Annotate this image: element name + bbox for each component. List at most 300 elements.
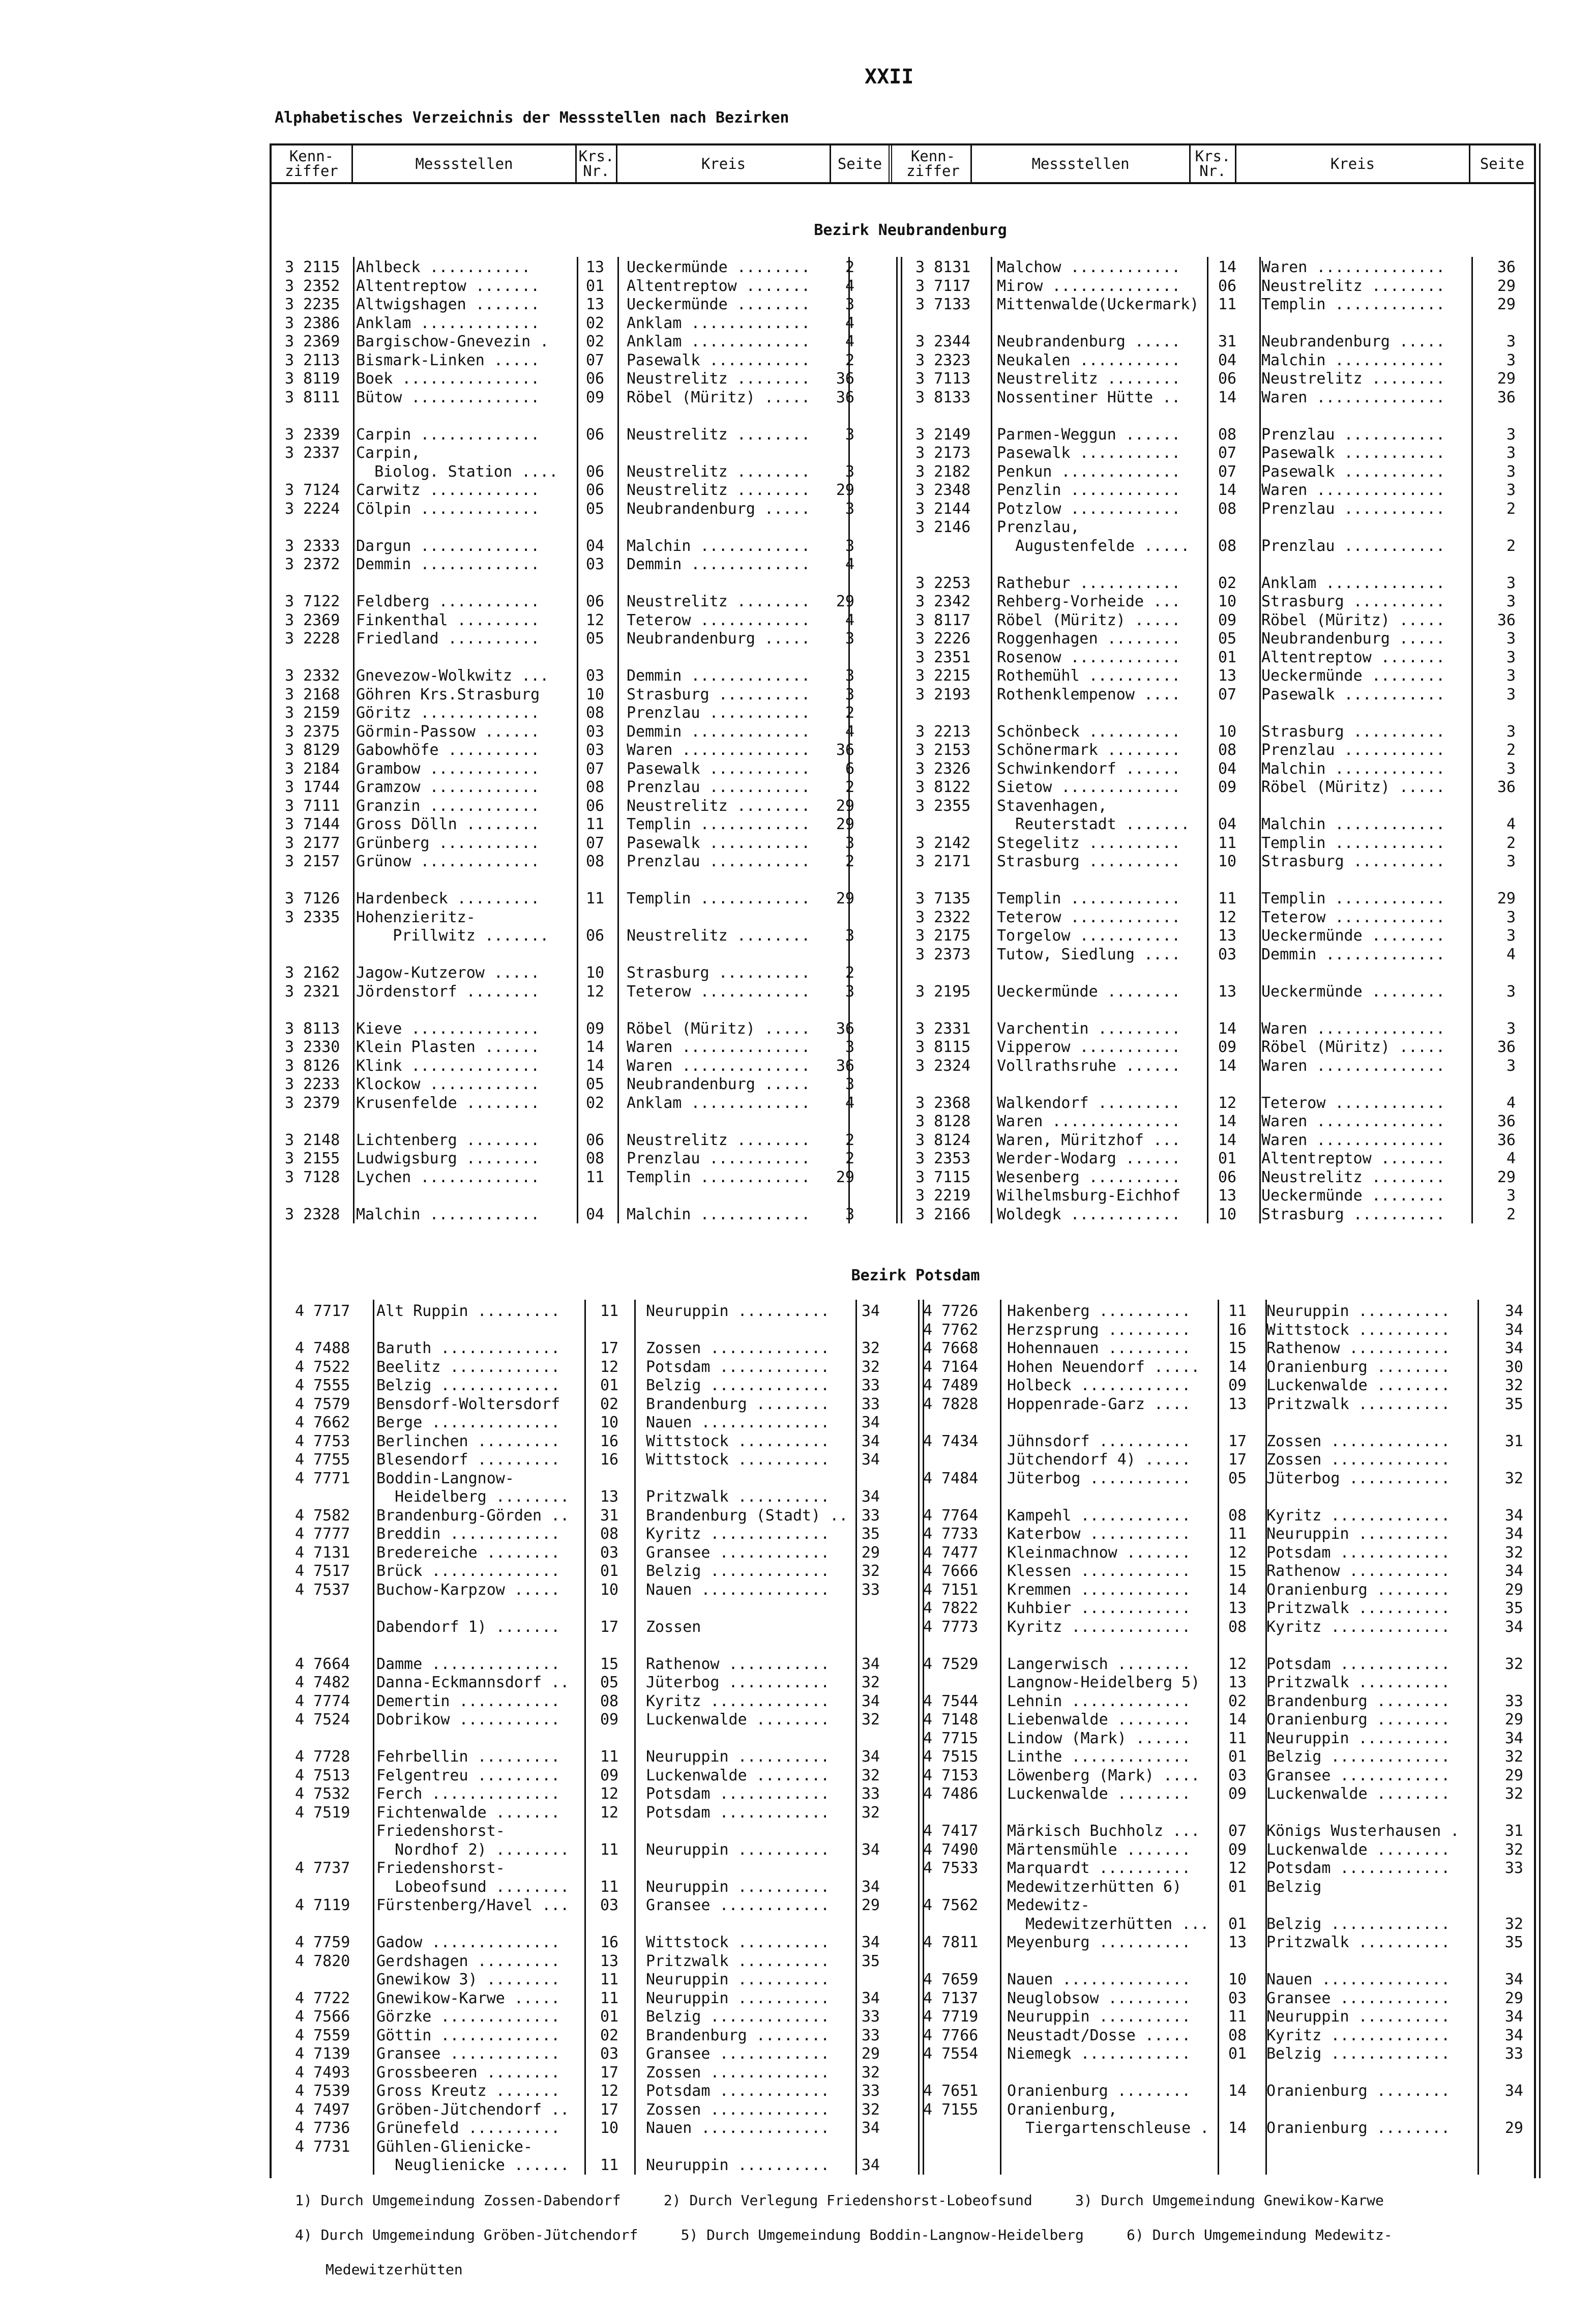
table-cell-kennziffer: 4 7651	[923, 2082, 979, 2100]
table-cell-krs: 06	[1218, 1168, 1237, 1186]
table-cell-messstelle: Bütow ..............	[356, 388, 540, 406]
table-cell-messstelle: Granzin ............	[356, 797, 540, 815]
table-row	[915, 296, 1526, 314]
table-cell-messstelle: Friedenshorst-	[376, 1859, 505, 1877]
table-cell-kennziffer: 3 2219	[915, 1187, 971, 1205]
table-row	[295, 1711, 905, 1730]
table-cell-messstelle: Hakenberg ..........	[1007, 1302, 1191, 1320]
table-row	[923, 1636, 1533, 1655]
table-row	[923, 1971, 1533, 1989]
table-row	[915, 890, 1526, 909]
table-cell-kreis: Anklam .............	[627, 1094, 811, 1112]
table-cell-kreis: Neuruppin ..........	[646, 1302, 830, 1320]
table-cell-seite: 32	[861, 1711, 880, 1729]
table-row	[923, 2101, 1533, 2120]
table-cell-krs: 03	[600, 1543, 619, 1562]
table-cell-kreis: Templin ............	[627, 1168, 811, 1186]
table-row	[285, 333, 895, 352]
table-row	[923, 1581, 1533, 1600]
table-cell-messstelle: Neubrandenburg .....	[997, 333, 1181, 350]
table-cell-seite: 34	[1504, 2082, 1523, 2100]
table-cell-kreis: Oranienburg ........	[1266, 2082, 1451, 2100]
table-cell-kennziffer: 3 2162	[285, 964, 340, 982]
table-cell-krs: 05	[586, 630, 605, 648]
table-row	[923, 1952, 1533, 1971]
table-cell-kennziffer: 4 7513	[295, 1766, 350, 1784]
table-row	[285, 314, 895, 333]
table-cell-kennziffer: 4 7579	[295, 1395, 350, 1413]
table-cell-krs: 03	[1228, 1766, 1247, 1784]
table-row	[295, 2082, 905, 2101]
table-cell-krs: 11	[586, 815, 605, 833]
table-cell-seite: 34	[1504, 1618, 1523, 1636]
table-cell-seite: 36	[1497, 1112, 1516, 1130]
table-cell-kreis: Belzig .............	[646, 1377, 830, 1394]
table-cell-kennziffer: 3 2379	[285, 1094, 340, 1112]
table-cell-kennziffer: 4 7137	[923, 1989, 979, 2007]
table-cell-kreis: Röbel (Müritz) .....	[627, 1019, 811, 1038]
table-cell-messstelle: Göttin .............	[376, 2026, 560, 2044]
table-row	[295, 1358, 905, 1377]
table-cell-messstelle: Gramzow ............	[356, 778, 540, 796]
table-cell-messstelle: Göritz .............	[356, 704, 540, 722]
table-cell-seite: 3	[845, 685, 854, 704]
table-cell-seite: 34	[861, 2119, 880, 2137]
table-cell-messstelle: Rothemühl ..........	[997, 667, 1181, 685]
table-cell-kennziffer: 4 7164	[923, 1358, 979, 1376]
table-cell-kreis: Neustrelitz ........	[627, 1131, 811, 1149]
table-cell-kreis: Prenzlau ...........	[1261, 537, 1445, 555]
table-cell-kreis: Waren ..............	[1261, 388, 1445, 406]
table-cell-messstelle: Katerbow ...........	[1007, 1525, 1191, 1543]
table-row	[285, 426, 895, 445]
table-cell-krs: 06	[1218, 370, 1237, 388]
table-cell-kreis: Teterow ............	[627, 611, 811, 629]
table-cell-kreis: Strasburg ..........	[1261, 593, 1445, 610]
table-row	[295, 1321, 905, 1340]
table-cell-messstelle: Gröben-Jütchendorf ..	[376, 2100, 570, 2119]
table-row	[285, 871, 895, 890]
table-cell-messstelle: Lindow (Mark) ......	[1007, 1729, 1191, 1747]
table-cell-kennziffer: 3 2215	[915, 667, 971, 685]
table-row	[915, 630, 1526, 649]
table-cell-krs: 03	[586, 667, 605, 685]
header-kreis: Kreis	[617, 145, 831, 182]
table-cell-seite: 29	[1504, 1766, 1523, 1784]
table-cell-messstelle: Gerdshagen .........	[376, 1952, 560, 1970]
table-cell-messstelle: Marquardt ..........	[1007, 1859, 1191, 1877]
table-cell-seite: 36	[1497, 1038, 1516, 1056]
table-cell-kreis: Belzig	[1266, 1878, 1322, 1896]
table-cell-kreis: Jüterbog ...........	[1266, 1469, 1451, 1487]
table-cell-seite: 33	[1504, 2045, 1523, 2063]
table-cell-seite: 4	[1506, 1094, 1516, 1112]
table-cell-kennziffer: 4 7559	[295, 2026, 350, 2044]
table-cell-kreis: Jüterbog ...........	[646, 1674, 830, 1691]
table-row	[915, 611, 1526, 630]
table-row	[923, 1507, 1533, 1526]
table-cell-kennziffer: 4 7717	[295, 1302, 350, 1320]
table-cell-seite: 34	[861, 1840, 880, 1859]
table-cell-messstelle: Linthe .............	[1007, 1748, 1191, 1766]
table-cell-messstelle: Belzig .............	[376, 1377, 560, 1394]
table-cell-kreis: Neuruppin ..........	[646, 1748, 830, 1766]
table-cell-seite: 34	[861, 1655, 880, 1673]
table-cell-kreis: Waren ..............	[1261, 481, 1445, 499]
table-cell-seite: 3	[1506, 759, 1516, 778]
table-cell-krs: 16	[600, 1934, 619, 1951]
table-cell-krs: 06	[586, 927, 605, 945]
table-row	[285, 1168, 895, 1187]
table-cell-messstelle: Oranienburg ........	[1007, 2082, 1191, 2100]
table-row	[295, 1432, 905, 1451]
footnotes	[295, 2175, 1393, 2296]
footnote-line: 4) Durch Umgemeindung Gröben-Jütchendorf 5) Durch Umgemeindung Boddin-Langnow-Heidelberg 6) Durch Umgemeindung Medewitz-	[295, 2227, 1393, 2243]
table-row	[295, 2138, 905, 2157]
table-cell-kreis: Neubrandenburg .....	[627, 630, 811, 648]
table-cell-kennziffer: 4 7820	[295, 1952, 350, 1970]
table-cell-seite: 2	[845, 778, 854, 796]
table-cell-kennziffer: 3 2326	[915, 759, 971, 778]
table-row	[295, 1470, 905, 1488]
table-row	[915, 964, 1526, 983]
table-row	[295, 1302, 905, 1321]
table-cell-kreis: Strasburg ..........	[1261, 1205, 1445, 1223]
table-cell-seite: 31	[1504, 1822, 1523, 1840]
table-cell-seite: 33	[861, 2082, 880, 2100]
table-cell-kennziffer: 4 7544	[923, 1692, 979, 1710]
table-cell-krs: 01	[600, 2008, 619, 2026]
table-cell-kreis: Prenzlau ...........	[1261, 500, 1445, 518]
table-row	[285, 1187, 895, 1206]
table-cell-kennziffer: 3 8126	[285, 1057, 340, 1075]
table-cell-krs: 13	[1218, 982, 1237, 1001]
table-cell-seite: 3	[845, 982, 854, 1001]
table-cell-kennziffer: 4 7482	[295, 1674, 350, 1691]
table-cell-messstelle: Dobrikow ...........	[376, 1711, 560, 1729]
table-cell-kreis: Malchin ............	[627, 1205, 811, 1223]
document-title: Alphabetisches Verzeichnis der Messstellen nach Bezirken	[275, 109, 789, 127]
table-cell-kennziffer: 4 7737	[295, 1859, 350, 1877]
table-cell-messstelle: Heidelberg ........	[376, 1488, 570, 1506]
table-cell-messstelle: Mittenwalde(Uckermark)	[997, 296, 1199, 313]
table-cell-messstelle: Meyenburg ..........	[1007, 1934, 1191, 1951]
table-cell-kreis: Brandenburg ........	[646, 1395, 830, 1413]
table-cell-krs: 05	[1218, 630, 1237, 648]
table-cell-seite: 36	[1497, 1131, 1516, 1149]
table-cell-kreis: Kyritz .............	[646, 1525, 830, 1543]
table-cell-seite: 4	[1506, 815, 1516, 833]
table-row	[923, 1748, 1533, 1767]
table-cell-seite: 3	[845, 927, 854, 945]
table-cell-seite: 3	[1506, 982, 1516, 1001]
table-cell-kreis: Kyritz .............	[1266, 1618, 1451, 1636]
table-cell-kennziffer: 4 7524	[295, 1711, 350, 1729]
table-cell-kreis: Strasburg ..........	[627, 964, 811, 982]
table-header	[272, 145, 1534, 184]
table-cell-kreis: Waren ..............	[1261, 1112, 1445, 1130]
table-row	[923, 1302, 1533, 1321]
table-cell-kennziffer: 4 7489	[923, 1377, 979, 1394]
table-cell-krs: 10	[586, 685, 605, 704]
table-row	[923, 2008, 1533, 2027]
table-cell-seite: 3	[1506, 685, 1516, 704]
table-row	[915, 667, 1526, 686]
table-cell-seite: 29	[861, 1543, 880, 1562]
table-cell-krs: 08	[1228, 1506, 1247, 1525]
table-cell-kennziffer: 4 7771	[295, 1469, 350, 1487]
table-cell-seite: 34	[861, 1302, 880, 1320]
table-row	[923, 1544, 1533, 1563]
table-cell-kennziffer: 3 2375	[285, 722, 340, 741]
table-cell-kennziffer: 3 2353	[915, 1150, 971, 1167]
table-cell-kreis: Neustrelitz ........	[627, 370, 811, 388]
table-cell-messstelle: Schönbeck ..........	[997, 722, 1181, 741]
table-row	[285, 649, 895, 667]
table-cell-seite: 34	[1504, 1506, 1523, 1525]
table-cell-messstelle: Brandenburg-Görden ..	[376, 1506, 570, 1525]
potsdam-right-list	[923, 1302, 1533, 2138]
table-cell-messstelle: Neustrelitz ........	[997, 370, 1181, 388]
table-cell-messstelle: Rehberg-Vorheide ...	[997, 593, 1181, 610]
table-cell-krs: 11	[600, 1302, 619, 1320]
table-cell-krs: 01	[1228, 2045, 1247, 2063]
table-cell-krs: 01	[1218, 1150, 1237, 1167]
table-cell-messstelle: Gnewikow-Karwe .....	[376, 1989, 560, 2007]
table-cell-kreis: Pritzwalk ..........	[646, 1952, 830, 1970]
table-cell-messstelle: Kieve ..............	[356, 1019, 540, 1038]
table-cell-kreis: Neubrandenburg .....	[627, 500, 811, 518]
table-cell-kreis: Pritzwalk ..........	[1266, 1395, 1451, 1413]
table-row	[285, 704, 895, 723]
table-cell-kennziffer: 3 2332	[285, 667, 340, 685]
table-cell-seite: 32	[861, 2100, 880, 2119]
table-cell-seite: 36	[836, 741, 854, 759]
table-row	[295, 1989, 905, 2008]
table-cell-seite: 32	[861, 1803, 880, 1822]
table-cell-krs: 02	[600, 1395, 619, 1413]
table-cell-messstelle: Strasburg ..........	[997, 853, 1181, 870]
table-cell-messstelle: Bredereiche ........	[376, 1543, 560, 1562]
table-cell-seite: 32	[861, 1562, 880, 1580]
table-row	[285, 853, 895, 871]
table-cell-messstelle: Malchow ............	[997, 258, 1181, 276]
table-cell-krs: 16	[1228, 1321, 1247, 1339]
table-cell-kreis: Röbel (Müritz) .....	[1261, 611, 1445, 629]
table-cell-seite: 3	[1506, 444, 1516, 462]
table-cell-kreis: Gransee ............	[1266, 1989, 1451, 2007]
table-cell-kreis: Anklam .............	[627, 333, 811, 350]
page-number: XXII	[865, 65, 914, 89]
table-cell-krs: 02	[586, 1094, 605, 1112]
table-cell-kennziffer: 4 7484	[923, 1469, 979, 1487]
table-cell-krs: 08	[1218, 500, 1237, 518]
table-cell-messstelle: Ueckermünde ........	[997, 982, 1181, 1001]
table-cell-krs: 06	[586, 593, 605, 610]
table-cell-kennziffer: 3 7124	[285, 481, 340, 499]
table-cell-kreis: Teterow ............	[1261, 1094, 1445, 1112]
table-cell-messstelle: Sietow .............	[997, 778, 1181, 796]
table-row	[923, 1488, 1533, 1507]
table-row	[923, 2045, 1533, 2064]
table-cell-krs: 17	[600, 1339, 619, 1357]
table-cell-seite: 36	[1497, 778, 1516, 796]
header-seite-2: Seite	[1480, 155, 1525, 172]
table-cell-krs: 14	[1218, 258, 1237, 276]
table-cell-krs: 11	[600, 1989, 619, 2007]
table-cell-krs: 09	[586, 388, 605, 406]
table-cell-seite: 33	[861, 1395, 880, 1413]
table-cell-messstelle: Göhren Krs.Strasburg	[356, 685, 540, 704]
table-cell-kreis: Waren ..............	[1261, 1131, 1445, 1149]
table-cell-kennziffer: 4 7554	[923, 2045, 979, 2063]
table-row	[295, 1915, 905, 1934]
table-cell-krs: 10	[1228, 1971, 1247, 1988]
table-cell-kennziffer: 3 2368	[915, 1094, 971, 1112]
table-cell-kennziffer: 3 2153	[915, 741, 971, 759]
table-cell-krs: 13	[586, 296, 605, 313]
table-cell-seite: 33	[1504, 1859, 1523, 1877]
table-row	[285, 1094, 895, 1113]
table-cell-kennziffer: 4 7537	[295, 1580, 350, 1599]
table-cell-kreis: Neuruppin ..........	[1266, 1525, 1451, 1543]
table-cell-messstelle: Gnevezow-Wolkwitz ...	[356, 667, 549, 685]
table-cell-messstelle: Grünefeld ..........	[376, 2119, 560, 2137]
table-cell-krs: 17	[1228, 1451, 1247, 1469]
table-cell-kennziffer: 4 7731	[295, 2138, 350, 2156]
table-cell-krs: 04	[1218, 815, 1237, 833]
table-row	[923, 1934, 1533, 1952]
table-cell-seite: 3	[1506, 1057, 1516, 1075]
table-cell-kennziffer: 3 2144	[915, 500, 971, 518]
table-cell-seite: 3	[1506, 462, 1516, 481]
table-cell-kreis: Gransee ............	[646, 2045, 830, 2063]
table-cell-messstelle: Langnow-Heidelberg 5)	[1007, 1674, 1200, 1691]
table-row	[915, 555, 1526, 574]
table-cell-seite: 3	[1506, 425, 1516, 444]
table-cell-kennziffer: 4 7119	[295, 1896, 350, 1914]
table-row	[923, 1358, 1533, 1377]
table-row	[915, 927, 1526, 946]
table-cell-messstelle: Lobeofsund ........	[376, 1878, 570, 1896]
table-cell-seite: 35	[861, 1525, 880, 1543]
table-cell-messstelle: Fürstenberg/Havel ...	[376, 1896, 570, 1914]
table-cell-messstelle: Kyritz .............	[1007, 1618, 1191, 1636]
table-cell-seite: 2	[845, 351, 854, 369]
table-cell-seite: 32	[1504, 1655, 1523, 1673]
table-cell-kennziffer: 4 7764	[923, 1506, 979, 1525]
table-cell-seite: 3	[845, 834, 854, 852]
table-row	[295, 1544, 905, 1563]
table-cell-messstelle: Blesendorf .........	[376, 1451, 560, 1469]
table-cell-messstelle: Fehrbellin .........	[376, 1748, 560, 1766]
table-cell-kreis: Potsdam ............	[1266, 1655, 1451, 1673]
table-row	[923, 1470, 1533, 1488]
table-cell-kreis: Teterow ............	[1261, 908, 1445, 926]
table-cell-kreis: Neubrandenburg .....	[1261, 630, 1445, 648]
table-row	[295, 2119, 905, 2138]
table-cell-messstelle: Kremmen ............	[1007, 1580, 1191, 1599]
table-cell-seite: 36	[836, 1019, 854, 1038]
table-cell-krs: 11	[1228, 1525, 1247, 1543]
table-cell-messstelle: Jördenstorf ........	[356, 982, 540, 1001]
table-cell-messstelle: Bensdorf-Woltersdorf	[376, 1395, 560, 1413]
table-cell-kennziffer: 3 2373	[915, 945, 971, 963]
table-row	[285, 667, 895, 686]
table-cell-messstelle: Penzlin ............	[997, 481, 1181, 499]
table-cell-messstelle: Vipperow ...........	[997, 1038, 1181, 1056]
table-cell-seite: 34	[861, 2156, 880, 2174]
table-cell-kreis: Neuruppin ..........	[646, 2156, 830, 2174]
table-cell-krs: 01	[600, 1377, 619, 1394]
table-row	[295, 1878, 905, 1897]
table-cell-seite: 4	[845, 722, 854, 741]
table-cell-kreis: Demmin .............	[627, 667, 811, 685]
table-cell-seite: 3	[1506, 1187, 1516, 1205]
table-cell-messstelle: Felgentreu .........	[376, 1766, 560, 1784]
table-cell-krs: 08	[586, 704, 605, 722]
table-cell-messstelle: Stavenhagen,	[997, 797, 1107, 815]
header-kennziffer-2: Kenn- ziffer	[896, 145, 972, 182]
table-cell-seite: 3	[1506, 927, 1516, 945]
table-cell-kreis: Ueckermünde ........	[627, 296, 811, 313]
table-cell-kreis: Pritzwalk ..........	[1266, 1934, 1451, 1951]
table-cell-kreis: Ueckermünde ........	[1261, 982, 1445, 1001]
table-cell-seite: 29	[1504, 1989, 1523, 2007]
table-cell-kreis: Neustrelitz ........	[1261, 1168, 1445, 1186]
table-cell-krs: 16	[600, 1432, 619, 1450]
table-cell-krs: 10	[586, 964, 605, 982]
table-cell-krs: 09	[1228, 1377, 1247, 1394]
table-cell-messstelle: Wilhelmsburg-Eichhof	[997, 1187, 1181, 1205]
table-cell-kennziffer: 4 7533	[923, 1859, 979, 1877]
table-cell-krs: 09	[600, 1766, 619, 1784]
footnote-line: Medewitzerhütten	[326, 2261, 463, 2278]
table-cell-krs: 14	[1218, 1131, 1237, 1149]
table-cell-kreis: Potsdam ............	[1266, 1859, 1451, 1877]
table-cell-krs: 12	[600, 1803, 619, 1822]
table-cell-messstelle: Lychen .............	[356, 1168, 540, 1186]
table-cell-kennziffer: 3 2348	[915, 481, 971, 499]
table-cell-kennziffer: 3 7133	[915, 296, 971, 313]
table-row	[295, 1934, 905, 1952]
table-cell-krs: 14	[1218, 1057, 1237, 1075]
table-cell-kennziffer: 3 2253	[915, 574, 971, 592]
table-cell-krs: 11	[1228, 1302, 1247, 1320]
table-cell-krs: 08	[586, 1150, 605, 1167]
table-cell-krs: 01	[1218, 648, 1237, 666]
table-cell-messstelle: Prillwitz .......	[356, 927, 549, 945]
table-cell-seite: 2	[1506, 1205, 1516, 1223]
table-cell-messstelle: Carpin .............	[356, 425, 540, 444]
table-row	[915, 686, 1526, 705]
table-row	[295, 1841, 905, 1860]
table-cell-krs: 04	[586, 537, 605, 555]
table-row	[923, 1414, 1533, 1432]
table-cell-seite: 34	[1504, 2008, 1523, 2026]
table-row	[915, 909, 1526, 927]
table-cell-kennziffer: 4 7762	[923, 1321, 979, 1339]
table-cell-kreis: Waren ..............	[1261, 1019, 1445, 1038]
table-cell-krs: 08	[600, 1525, 619, 1543]
table-cell-kennziffer: 3 2339	[285, 425, 340, 444]
table-cell-krs: 14	[1228, 1580, 1247, 1599]
table-row	[295, 1488, 905, 1507]
table-cell-kreis: Pritzwalk ..........	[646, 1488, 830, 1506]
table-row	[923, 1915, 1533, 1934]
table-cell-kennziffer: 4 7497	[295, 2100, 350, 2119]
table-cell-kennziffer: 4 7486	[923, 1785, 979, 1803]
